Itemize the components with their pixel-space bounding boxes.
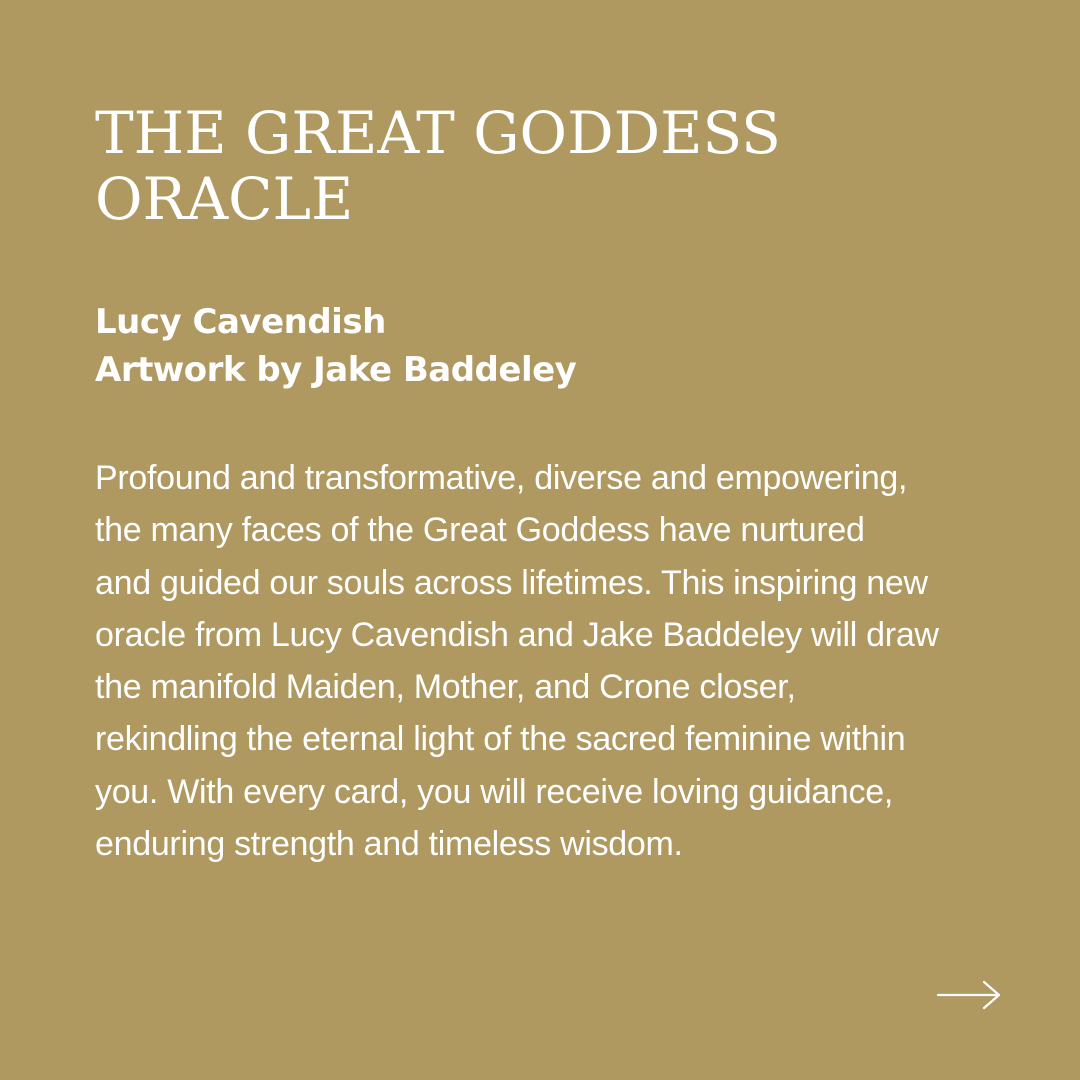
description-line: Profound and transformative, diverse and empowering, [95,459,908,497]
credits [95,298,995,394]
description-line: rekindling the eternal light of the sacred feminine within [95,720,906,759]
description-line: and guided our souls across lifetimes. This inspiring new [95,563,928,602]
description-line: the many faces of the Great Goddess have nurtured [95,511,865,550]
title-line-1: THE GREAT GODDESS [95,99,781,167]
description-line: enduring strength and timeless wisdom. [95,825,683,864]
description-line: the manifold Maiden, Mother, and Crone closer, [95,668,796,707]
description-line: oracle from Lucy Cavendish and Jake Baddeley will draw [95,615,939,654]
artwork-credit: Artwork by Jake Baddeley [95,350,577,390]
author-name: Lucy Cavendish [95,302,386,342]
page-title [95,100,995,232]
description [95,452,1015,870]
description-line: you. With every card, you will receive loving guidance, [95,772,893,811]
title-line-2: ORACLE [95,165,354,233]
arrow-right-icon[interactable] [936,978,1002,1012]
